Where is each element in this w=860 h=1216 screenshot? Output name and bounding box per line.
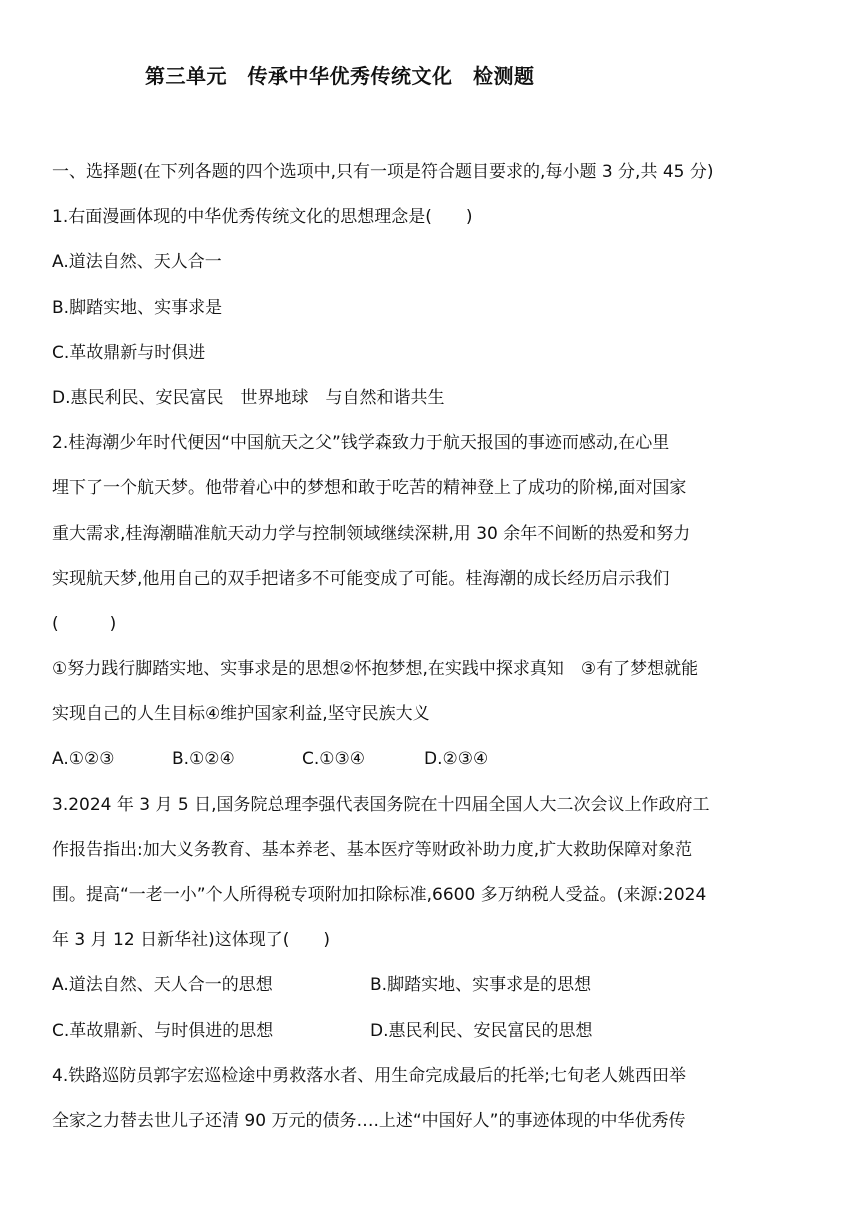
q1-option-b: B.脚踏实地、实事求是 [52, 297, 223, 318]
page-title: 第三单元 传承中华优秀传统文化 检测题 [145, 64, 535, 88]
q3-options-row-2 [52, 1009, 812, 1054]
q2-line: ( ) [52, 613, 117, 634]
q2-line: 2.桂海潮少年时代便因“中国航天之父”钱学森致力于航天报国的事迹而感动,在心里 [52, 433, 670, 454]
q1-option-a: A.道法自然、天人合一 [52, 252, 222, 273]
q1-stem: 1.右面漫画体现的中华优秀传统文化的思想理念是( ) [52, 207, 473, 228]
q2-line: 埋下了一个航天梦。他带着心中的梦想和敢于吃苦的精神登上了成功的阶梯,面对国家 [52, 478, 687, 499]
q3-line: 年 3 月 12 日新华社)这体现了( ) [52, 930, 330, 951]
q2-line: ①努力践行脚踏实地、实事求是的思想②怀抱梦想,在实践中探求真知 ③有了梦想就能 [52, 659, 699, 680]
section-heading: 一、选择题(在下列各题的四个选项中,只有一项是符合题目要求的,每小题 3 分,共 45 分) [52, 162, 714, 182]
q2-option-b: B.①②④ [172, 749, 235, 770]
q2-options [52, 737, 812, 782]
q2-option-d: D.②③④ [424, 749, 489, 770]
q3-option-a: A.道法自然、天人合一的思想 [52, 975, 273, 996]
q3-line: 围。提高“一老一小”个人所得税专项附加扣除标准,6600 多万纳税人受益。(来源:2024 [52, 885, 707, 905]
q3-line: 3.2024 年 3 月 5 日,国务院总理李强代表国务院在十四届全国人大二次会议上作政府工 [52, 794, 710, 815]
q3-option-b: B.脚踏实地、实事求是的思想 [370, 975, 592, 996]
q1-option-d: D.惠民利民、安民富民 世界地球 与自然和谐共生 [52, 387, 445, 408]
q3-line: 作报告指出:加大义务教育、基本养老、基本医疗等财政补助力度,扩大救助保障对象范 [52, 839, 693, 860]
q2-line: 实现自己的人生目标④维护国家利益,坚守民族大义 [52, 704, 430, 725]
q2-line: 实现航天梦,他用自己的双手把诸多不可能变成了可能。桂海潮的成长经历启示我们 [52, 568, 670, 589]
q3-options-row-1 [52, 963, 812, 1008]
question-content [52, 150, 812, 1144]
q2-option-a: A.①②③ [52, 749, 115, 770]
q2-option-c: C.①③④ [302, 749, 365, 770]
q2-line: 重大需求,桂海潮瞄准航天动力学与控制领域继续深耕,用 30 余年不间断的热爱和努力 [52, 523, 691, 544]
q3-option-d: D.惠民利民、安民富民的思想 [370, 1020, 593, 1041]
q4-line: 全家之力替去世儿子还清 90 万元的债务….上述“中国好人”的事迹体现的中华优秀传 [52, 1110, 686, 1131]
q1-option-c: C.革故鼎新与时俱进 [52, 342, 206, 363]
q3-option-c: C.革故鼎新、与时俱进的思想 [52, 1020, 274, 1041]
q4-line: 4.铁路巡防员郭字宏巡检途中勇救落水者、用生命完成最后的托举;七旬老人姚西田举 [52, 1065, 686, 1086]
